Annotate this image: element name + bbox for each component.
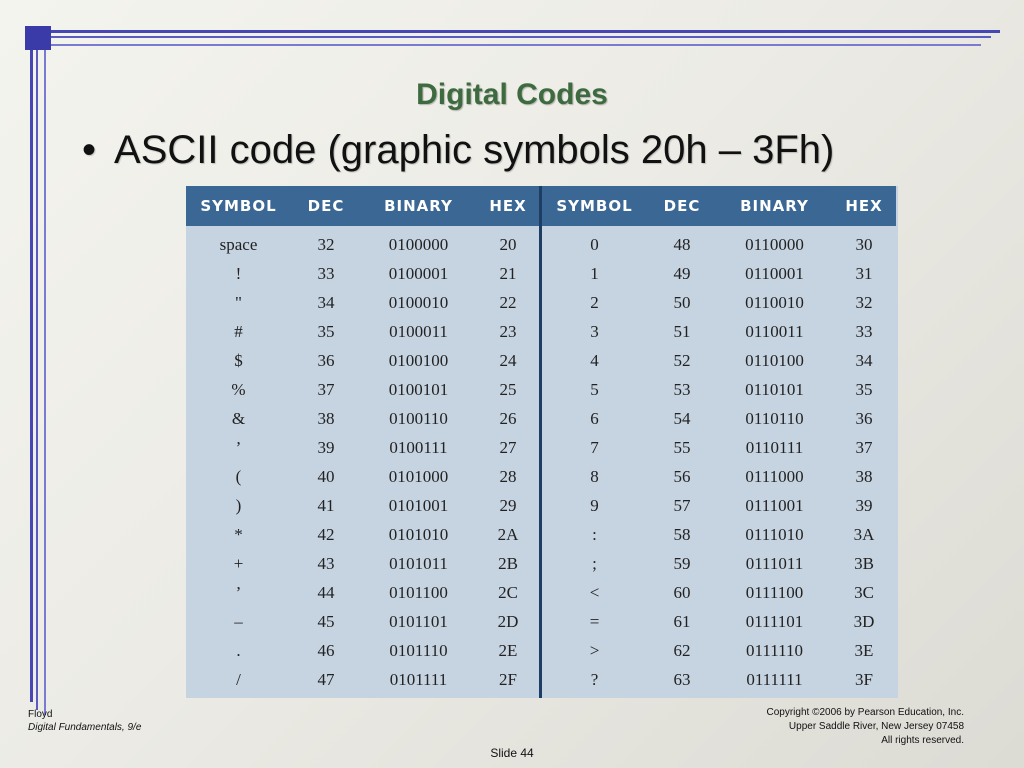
cell-binary: 0100011: [389, 321, 448, 341]
cell-symbol: 2: [590, 292, 599, 312]
cell-hex: 35: [855, 379, 873, 399]
cell-symbol: 4: [590, 350, 599, 370]
cell-binary: 0111111: [746, 669, 803, 689]
frame-line-top-2: [51, 36, 991, 38]
cell-dec: 36: [317, 350, 335, 370]
cell-binary: 0101011: [389, 553, 448, 573]
cell-dec: 55: [673, 437, 691, 457]
cell-hex: 36: [855, 408, 873, 428]
cell-binary: 0100101: [388, 379, 449, 399]
cell-binary: 0110011: [745, 321, 804, 341]
table-row: [542, 259, 896, 288]
table-row: [542, 462, 896, 491]
cell-dec: 52: [673, 350, 691, 370]
cell-hex: 31: [855, 263, 873, 283]
cell-binary: 0110101: [745, 379, 804, 399]
table-row: [542, 578, 896, 607]
ascii-table: [186, 186, 898, 698]
cell-dec: 46: [317, 640, 335, 660]
copyright-line-1: Copyright ©2006 by Pearson Education, Inc.: [766, 707, 964, 718]
cell-binary: 0111101: [745, 611, 804, 631]
cell-binary: 0100000: [388, 234, 449, 254]
copyright-line-3: All rights reserved.: [881, 735, 964, 746]
cell-hex: 3E: [854, 640, 874, 660]
table-row: [542, 230, 896, 259]
corner-square-decoration: [25, 26, 51, 50]
header-binary: BINARY: [740, 197, 809, 215]
header-symbol: SYMBOL: [200, 197, 277, 215]
cell-binary: 0111000: [745, 466, 804, 486]
table-row: [186, 288, 540, 317]
cell-dec: 50: [673, 292, 691, 312]
table-row: [186, 433, 540, 462]
cell-hex: 2B: [498, 553, 518, 573]
cell-binary: 0110000: [745, 234, 804, 254]
cell-symbol: 1: [590, 263, 599, 283]
table-row: [542, 317, 896, 346]
table-body-left: [186, 230, 540, 694]
header-dec: DEC: [307, 197, 345, 215]
cell-hex: 2A: [497, 524, 519, 544]
slide-title: Digital Codes: [416, 78, 608, 111]
footer-copyright: [767, 706, 965, 748]
table-row: [542, 404, 896, 433]
cell-dec: 63: [673, 669, 691, 689]
cell-binary: 0101100: [389, 582, 448, 602]
cell-hex: 3C: [854, 582, 874, 602]
table-row: [186, 607, 540, 636]
cell-binary: 0101110: [389, 640, 448, 660]
cell-dec: 34: [317, 292, 335, 312]
cell-binary: 0111010: [745, 524, 804, 544]
cell-hex: 2C: [498, 582, 518, 602]
cell-dec: 45: [317, 611, 335, 631]
cell-hex: 23: [499, 321, 517, 341]
cell-binary: 0101010: [388, 524, 449, 544]
cell-binary: 0110100: [745, 350, 804, 370]
bullet-marker: •: [82, 128, 97, 172]
cell-dec: 42: [317, 524, 335, 544]
cell-binary: 0100100: [388, 350, 449, 370]
cell-symbol: =: [589, 611, 600, 631]
cell-symbol: >: [589, 640, 600, 660]
table-row: [186, 520, 540, 549]
header-hex: HEX: [845, 197, 883, 215]
cell-dec: 44: [317, 582, 335, 602]
table-row: [186, 404, 540, 433]
table-row: [542, 665, 896, 694]
cell-symbol: 6: [590, 408, 599, 428]
cell-hex: 3A: [853, 524, 875, 544]
cell-symbol: space: [219, 234, 258, 254]
table-row: [542, 491, 896, 520]
copyright-line-2: Upper Saddle River, New Jersey 07458: [788, 721, 964, 732]
cell-dec: 35: [317, 321, 335, 341]
table-row: [186, 491, 540, 520]
cell-hex: 24: [499, 350, 517, 370]
cell-dec: 33: [317, 263, 335, 283]
cell-symbol: 5: [590, 379, 599, 399]
table-row: [542, 288, 896, 317]
cell-symbol: !: [235, 263, 242, 283]
cell-binary: 0111011: [745, 553, 804, 573]
cell-symbol: ?: [590, 669, 599, 689]
cell-dec: 53: [673, 379, 691, 399]
cell-dec: 38: [317, 408, 335, 428]
cell-hex: 3D: [853, 611, 875, 631]
table-row: [542, 520, 896, 549]
cell-hex: 3B: [854, 553, 874, 573]
cell-symbol: %: [231, 379, 246, 399]
table-header: [186, 186, 540, 226]
frame-line-left: [30, 50, 33, 702]
table-row: [186, 636, 540, 665]
cell-hex: 2E: [498, 640, 518, 660]
bullet-point: [82, 128, 834, 173]
cell-hex: 27: [499, 437, 517, 457]
cell-hex: 3F: [855, 669, 873, 689]
cell-binary: 0101101: [389, 611, 448, 631]
cell-binary: 0100111: [389, 437, 448, 457]
cell-symbol: <: [589, 582, 600, 602]
table-row: [542, 375, 896, 404]
footer-left: [28, 708, 141, 734]
cell-symbol: #: [234, 321, 243, 341]
cell-hex: 22: [499, 292, 517, 312]
cell-dec: 54: [673, 408, 691, 428]
cell-symbol: +: [233, 553, 244, 573]
table-row: [542, 636, 896, 665]
cell-symbol: ’: [235, 582, 242, 602]
cell-binary: 0100010: [388, 292, 449, 312]
cell-binary: 0101111: [389, 669, 448, 689]
table-row: [186, 665, 540, 694]
cell-dec: 37: [317, 379, 335, 399]
cell-dec: 56: [673, 466, 691, 486]
cell-symbol: $: [234, 350, 243, 370]
cell-binary: 0111001: [745, 495, 804, 515]
cell-hex: 37: [855, 437, 873, 457]
cell-binary: 0110010: [745, 292, 804, 312]
cell-hex: 34: [855, 350, 873, 370]
cell-hex: 2F: [499, 669, 517, 689]
cell-symbol: ): [235, 495, 242, 515]
cell-hex: 21: [499, 263, 517, 283]
table-row: [186, 317, 540, 346]
cell-binary: 0111110: [746, 640, 803, 660]
header-binary: BINARY: [384, 197, 453, 215]
table-row: [542, 433, 896, 462]
cell-symbol: *: [234, 524, 243, 544]
cell-hex: 26: [499, 408, 517, 428]
footer-book: Digital Fundamentals, 9/e: [28, 722, 142, 733]
cell-dec: 57: [673, 495, 691, 515]
cell-symbol: 0: [590, 234, 599, 254]
frame-line-top-3: [51, 44, 981, 46]
cell-hex: 33: [855, 321, 873, 341]
cell-symbol: .: [236, 640, 241, 660]
cell-dec: 39: [317, 437, 335, 457]
table-row: [186, 230, 540, 259]
table-header: [542, 186, 896, 226]
cell-hex: 28: [499, 466, 517, 486]
cell-hex: 38: [855, 466, 873, 486]
cell-hex: 25: [499, 379, 517, 399]
cell-dec: 40: [317, 466, 335, 486]
cell-hex: 30: [855, 234, 873, 254]
cell-binary: 0101000: [388, 466, 449, 486]
ascii-table-right: [542, 186, 896, 698]
cell-symbol: 3: [590, 321, 599, 341]
table-row: [542, 607, 896, 636]
cell-dec: 32: [317, 234, 335, 254]
bullet-text: ASCII code (graphic symbols 20h – 3Fh): [114, 128, 835, 172]
cell-binary: 0100110: [389, 408, 448, 428]
cell-hex: 2D: [497, 611, 519, 631]
cell-symbol: ": [235, 292, 242, 312]
cell-hex: 32: [855, 292, 873, 312]
cell-symbol: 9: [590, 495, 599, 515]
ascii-table-left: [186, 186, 540, 698]
table-body-right: [542, 230, 896, 694]
cell-binary: 0101001: [388, 495, 449, 515]
table-row: [186, 346, 540, 375]
header-hex: HEX: [489, 197, 527, 215]
cell-binary: 0111100: [745, 582, 804, 602]
cell-dec: 51: [673, 321, 691, 341]
cell-dec: 47: [317, 669, 335, 689]
cell-dec: 49: [673, 263, 691, 283]
cell-symbol: 8: [590, 466, 599, 486]
table-row: [186, 462, 540, 491]
table-row: [186, 375, 540, 404]
table-row: [186, 549, 540, 578]
frame-line-left-3: [44, 50, 46, 715]
cell-symbol: (: [235, 466, 242, 486]
slide-number: Slide 44: [490, 746, 534, 760]
cell-hex: 20: [499, 234, 517, 254]
cell-symbol: ;: [592, 553, 597, 573]
cell-dec: 60: [673, 582, 691, 602]
table-row: [186, 578, 540, 607]
cell-hex: 29: [499, 495, 517, 515]
cell-dec: 43: [317, 553, 335, 573]
cell-dec: 41: [317, 495, 335, 515]
frame-line-top: [51, 30, 1000, 33]
header-dec: DEC: [663, 197, 701, 215]
cell-symbol: &: [231, 408, 246, 428]
cell-symbol: 7: [590, 437, 599, 457]
cell-symbol: :: [592, 524, 597, 544]
cell-dec: 61: [673, 611, 691, 631]
table-row: [186, 259, 540, 288]
cell-dec: 48: [673, 234, 691, 254]
cell-dec: 59: [673, 553, 691, 573]
cell-dec: 62: [673, 640, 691, 660]
cell-hex: 39: [855, 495, 873, 515]
cell-symbol: –: [234, 611, 243, 631]
cell-symbol: ’: [235, 437, 242, 457]
cell-symbol: /: [236, 669, 241, 689]
cell-binary: 0110001: [745, 263, 804, 283]
cell-binary: 0100001: [388, 263, 449, 283]
cell-binary: 0110110: [745, 408, 804, 428]
table-row: [542, 346, 896, 375]
table-row: [542, 549, 896, 578]
footer-author: Floyd: [28, 709, 53, 720]
header-symbol: SYMBOL: [556, 197, 633, 215]
frame-line-left-2: [36, 50, 38, 710]
cell-binary: 0110111: [745, 437, 804, 457]
cell-dec: 58: [673, 524, 691, 544]
